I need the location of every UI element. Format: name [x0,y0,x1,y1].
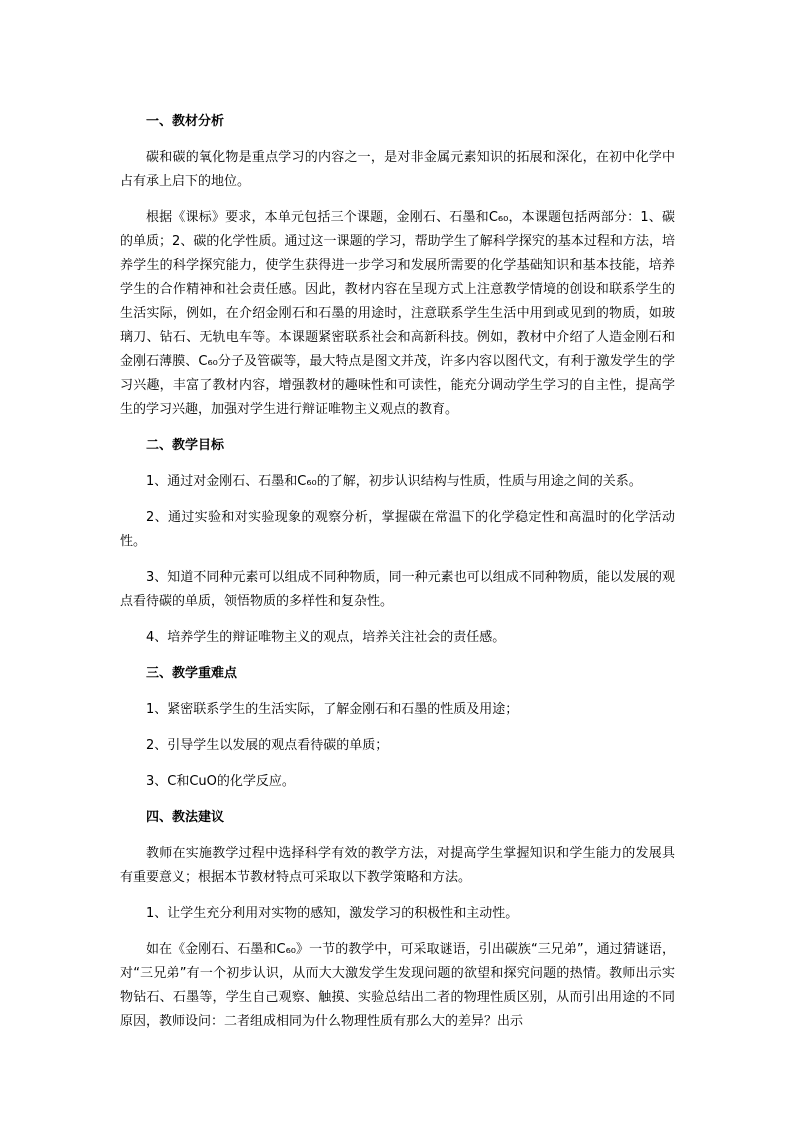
section-heading: 三、教学重难点 [146,666,238,681]
paragraph: 4、培养学生的辩证唯物主义的观点，培养关注社会的责任感。 [146,630,506,645]
paragraph: 3、C和CuO的化学反应。 [146,774,295,789]
paragraph: 1、让学生充分利用对实物的感知，激发学习的积极性和主动性。 [146,906,519,921]
section-heading: 四、教法建议 [146,810,225,825]
document-page [120,110,675,1046]
paragraph: 1、紧密联系学生的生活实际，了解金刚石和石墨的性质及用途； [146,702,519,717]
section-key-difficult-points [120,662,675,794]
section-heading: 二、教学目标 [146,438,225,453]
section-heading: 一、教材分析 [146,114,225,129]
section-teaching-objectives [120,434,675,650]
paragraph: 如在《金刚石、石墨和C₆₀》一节的教学中，可采取谜语，引出碳族“三兄弟”，通过猜谜语，对“三兄弟”有一个初步认识，从而大大激发学生发现问题的欲望和探究问题的热情。教师出示实物钻石、石墨等，学生自己观察、触摸、实验总结出二者的物理性质区别，从而引出用途的不同原因，教师设问：二者组成相同为什么物理性质有那么大的差异？出示 [120,942,675,1029]
paragraph: 教师在实施教学过程中选择科学有效的教学方法，对提高学生掌握知识和学生能力的发展具有重要意义；根据本节教材特点可采取以下教学策略和方法。 [120,846,675,885]
paragraph: 2、引导学生以发展的观点看待碳的单质； [146,738,389,753]
paragraph: 2、通过实验和对实验现象的观察分析，掌握碳在常温下的化学稳定性和高温时的化学活动性。 [120,510,675,549]
section-teaching-method-suggestions [120,806,675,1034]
paragraph: 1、通过对金刚石、石墨和C₆₀的了解，初步认识结构与性质，性质与用途之间的关系。 [146,474,642,489]
paragraph: 3、知道不同种元素可以组成不同种物质，同一种元素也可以组成不同种物质，能以发展的观点看待碳的单质，领悟物质的多样性和复杂性。 [120,570,675,609]
paragraph: 碳和碳的氧化物是重点学习的内容之一，是对非金属元素知识的拓展和深化，在初中化学中占有承上启下的地位。 [120,150,675,189]
paragraph: 根据《课标》要求，本单元包括三个课题，金刚石、石墨和C₆₀，本课题包括两部分：1、碳的单质；2、碳的化学性质。通过这一课题的学习，帮助学生了解科学探究的基本过程和方法，培养学生的科学探究能力，使学生获得进一步学习和发展所需要的化学基础知识和基本技能，培养学生的合作精神和社会责任感。因此，教材内容在呈现方式上注意教学情境的创设和联系学生的生活实际，例如，在介绍金刚石和石墨的用途时，注意联系学生生活中用到或见到的物质，如玻璃刀、钻石、无轨电车等。本课题紧密联系社会和高新科技。例如，教材中介绍了人造金刚石和金刚石薄膜、C₆₀分子及管碳等，最大特点是图文并茂，许多内容以图代文，有利于激发学生的学习兴趣，丰富了教材内容，增强教材的趣味性和可读性，能充分调动学生学习的自主性，提高学生的学习兴趣，加强对学生进行辩证唯物主义观点的教育。 [120,210,675,417]
section-textbook-analysis [120,110,675,422]
